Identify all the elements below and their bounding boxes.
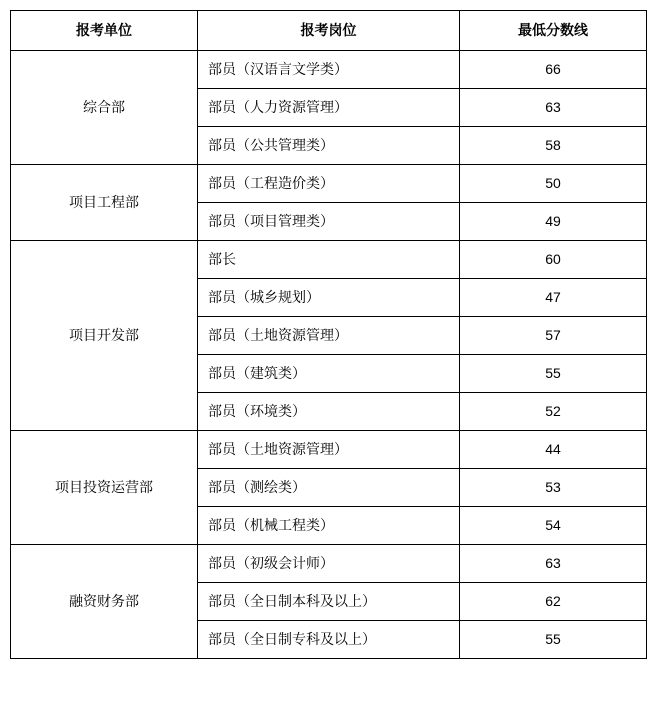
cell-score: 66 (460, 51, 647, 89)
cell-score: 49 (460, 203, 647, 241)
cell-score: 55 (460, 355, 647, 393)
table-row (11, 431, 647, 469)
cell-score: 63 (460, 545, 647, 583)
column-header-score: 最低分数线 (460, 11, 647, 51)
cell-post: 部员（环境类） (198, 393, 460, 431)
cell-score: 55 (460, 621, 647, 659)
cell-post: 部员（土地资源管理） (198, 431, 460, 469)
cell-score: 62 (460, 583, 647, 621)
cell-score: 44 (460, 431, 647, 469)
table-row (11, 545, 647, 583)
minimum-score-table (10, 10, 647, 659)
cell-score: 52 (460, 393, 647, 431)
cell-score: 57 (460, 317, 647, 355)
table-row (11, 241, 647, 279)
cell-unit: 项目工程部 (11, 165, 198, 241)
table-body (11, 51, 647, 659)
cell-post: 部员（土地资源管理） (198, 317, 460, 355)
cell-score: 58 (460, 127, 647, 165)
cell-post: 部员（测绘类） (198, 469, 460, 507)
cell-post: 部长 (198, 241, 460, 279)
cell-score: 54 (460, 507, 647, 545)
cell-score: 63 (460, 89, 647, 127)
cell-score: 53 (460, 469, 647, 507)
cell-score: 60 (460, 241, 647, 279)
cell-post: 部员（建筑类） (198, 355, 460, 393)
cell-post: 部员（汉语言文学类） (198, 51, 460, 89)
cell-score: 47 (460, 279, 647, 317)
cell-unit: 项目投资运营部 (11, 431, 198, 545)
cell-post: 部员（城乡规划） (198, 279, 460, 317)
cell-post: 部员（工程造价类） (198, 165, 460, 203)
cell-post: 部员（全日制专科及以上） (198, 621, 460, 659)
cell-post: 部员（机械工程类） (198, 507, 460, 545)
table-header-row (11, 11, 647, 51)
table-row (11, 51, 647, 89)
cell-unit: 融资财务部 (11, 545, 198, 659)
cell-post: 部员（公共管理类） (198, 127, 460, 165)
cell-post: 部员（初级会计师） (198, 545, 460, 583)
table-row (11, 165, 647, 203)
cell-post: 部员（人力资源管理） (198, 89, 460, 127)
cell-post: 部员（项目管理类） (198, 203, 460, 241)
column-header-post: 报考岗位 (198, 11, 460, 51)
cell-unit: 综合部 (11, 51, 198, 165)
column-header-unit: 报考单位 (11, 11, 198, 51)
cell-unit: 项目开发部 (11, 241, 198, 431)
table-header (11, 11, 647, 51)
cell-post: 部员（全日制本科及以上） (198, 583, 460, 621)
cell-score: 50 (460, 165, 647, 203)
